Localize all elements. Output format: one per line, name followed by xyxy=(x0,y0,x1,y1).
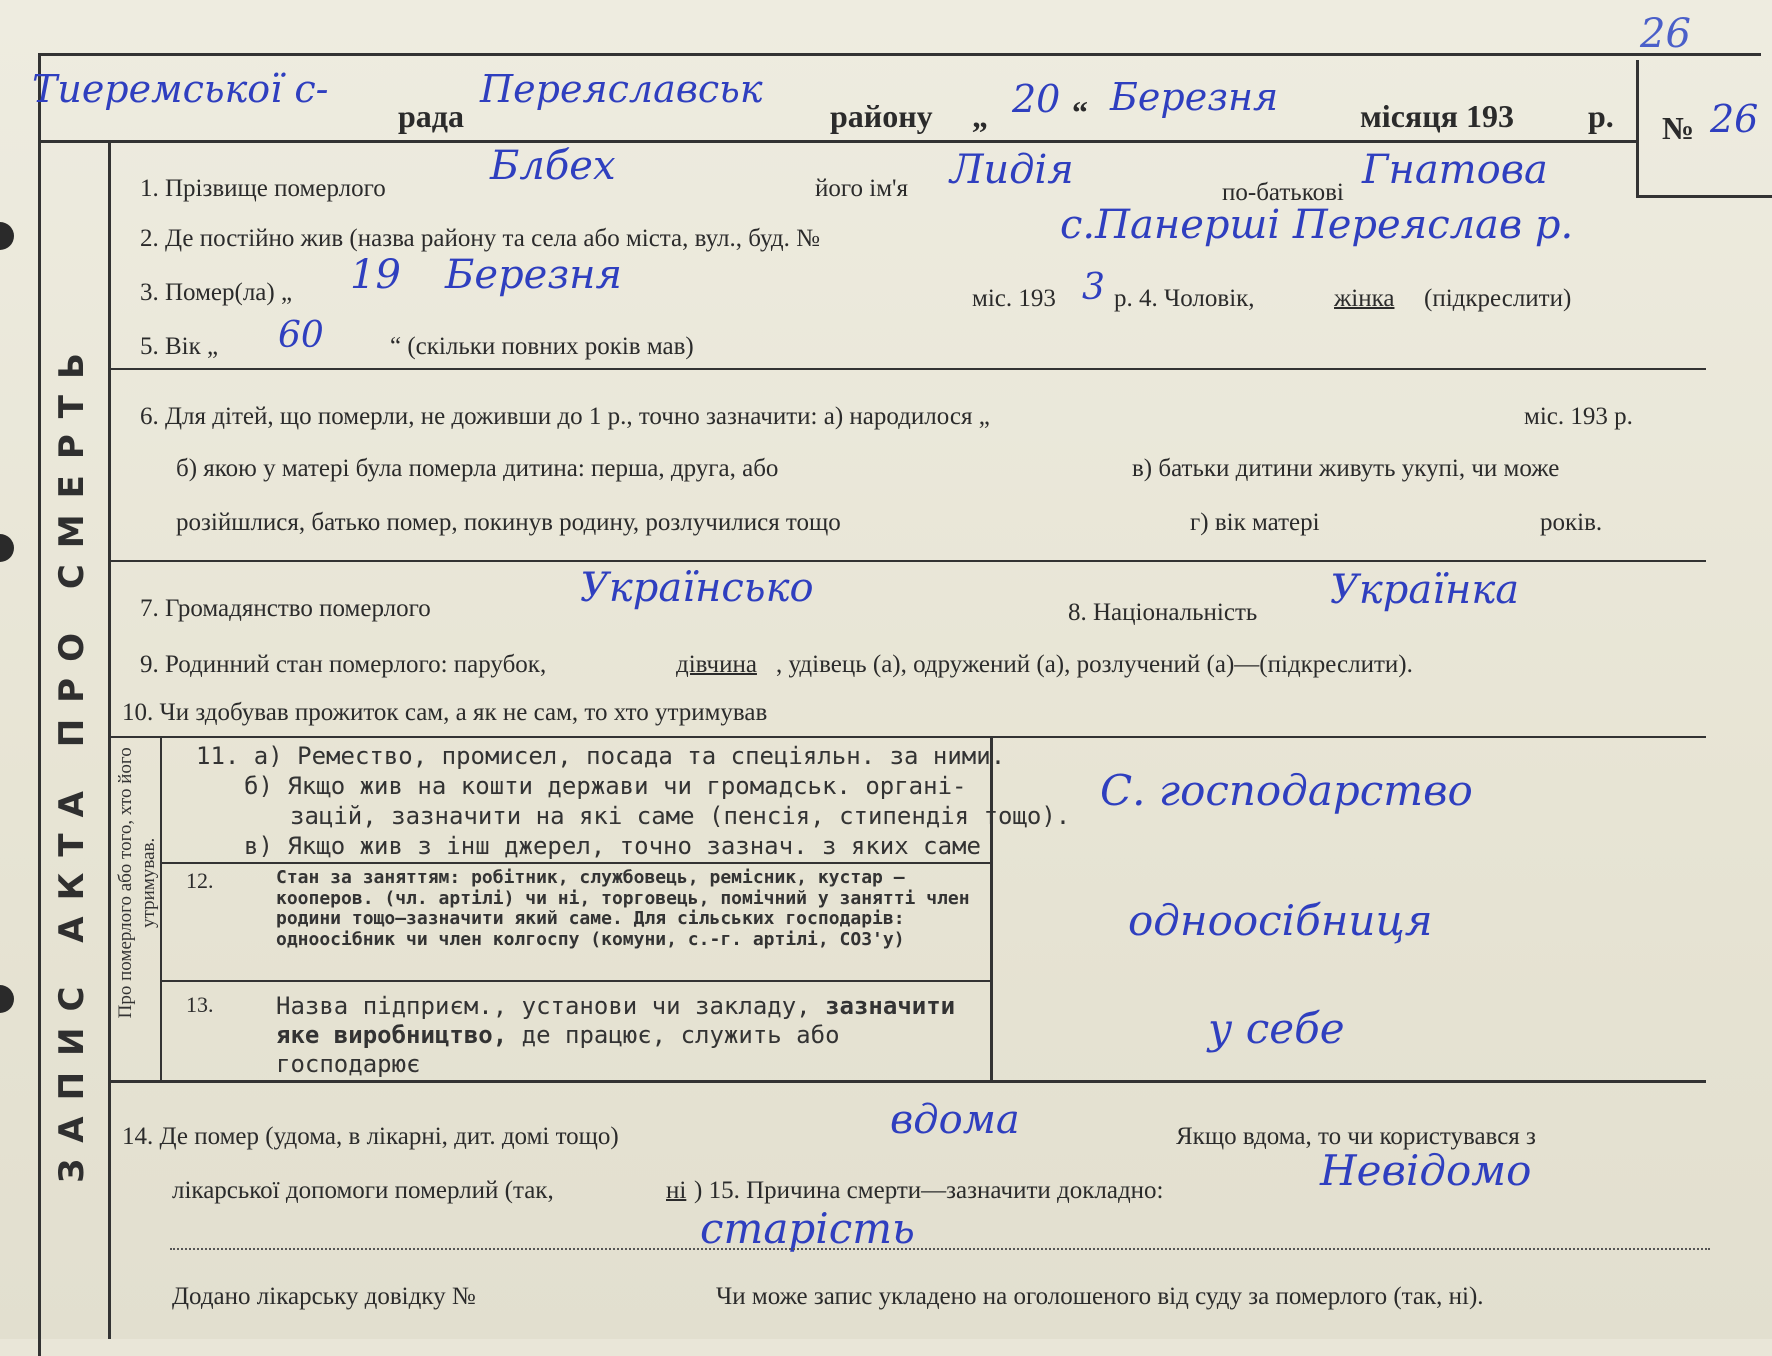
death-month: Березня xyxy=(445,252,622,298)
field-14-label: 14. Де помер (удома, в лікарні, дит. домі тощо) xyxy=(122,1123,619,1150)
field-5-label: 5. Вік „ xyxy=(140,333,219,360)
medical-help-no: ні xyxy=(666,1177,687,1204)
age-value: 60 xyxy=(278,315,324,356)
field-2-label: 2. Де постійно жив (назва району та села або міста, вул., буд. № xyxy=(140,225,820,252)
gender-tail: (підкреслити) xyxy=(1424,285,1572,312)
field-14-tail: Якщо вдома, то чи користувався з xyxy=(1176,1123,1536,1150)
residence-value: с.Панерші Переяслав р. xyxy=(1060,202,1574,248)
cause-value-2: старість xyxy=(700,1204,915,1253)
record-number: 26 xyxy=(1710,97,1759,141)
field-12-num: 12. xyxy=(186,868,214,893)
field-9-tail: , удівець (а), одружений (а), розлучений (а)—(підкреслити). xyxy=(776,651,1413,678)
death-month-label: міс. 193 xyxy=(972,285,1056,312)
name-label: його ім'я xyxy=(815,175,909,202)
workplace-value: у себе xyxy=(1208,1004,1345,1053)
last-line-a: Додано лікарську довідку № xyxy=(172,1283,476,1310)
field-8-label: 8. Національність xyxy=(1068,599,1258,626)
field-6-line3-tail: років. xyxy=(1540,509,1603,536)
side-note: Про померлого або того, хто його утримував. xyxy=(115,747,159,1019)
surname-value: Блбех xyxy=(490,143,616,189)
field-7-label: 7. Громадянство померлого xyxy=(140,595,431,622)
month-label: місяця 193 xyxy=(1360,98,1514,134)
field-6-line2: б) якою у матері була померла дитина: перша, друга, або xyxy=(176,455,779,482)
field-11a: 11. а) Ремество, промисел, посада та спеціяльн. за ними. xyxy=(196,742,1006,770)
last-line-b: Чи може запис укладено на оголошеного від суду за померлого (так, ні). xyxy=(716,1283,1484,1310)
name-value: Лидія xyxy=(950,147,1074,193)
cause-value: Невідомо xyxy=(1320,1146,1532,1195)
gender-female: жінка xyxy=(1334,285,1395,312)
field-3-label: 3. Помер(ла) „ xyxy=(140,279,293,306)
field-12-text: Стан за заняттям: робітник, службовець, ремісник, кустар — кооперов. (чл. артілі) чи ні, торговець, помічний у занятті член родини тощо—зазначити який саме. Для сільських господарів: одноосібник чи член колгоспу (комуни, с.-г. артілі, СОЗ'у) xyxy=(276,867,970,951)
citizenship-value: Українсько xyxy=(580,565,814,611)
punch-hole xyxy=(0,222,14,250)
district-name: Переяславськ xyxy=(480,67,763,111)
field-6-line1-tail: міс. 193 р. xyxy=(1524,403,1633,430)
field-11c: в) Якщо жив з інш джерел, точно зазнач. з яких саме xyxy=(244,832,981,860)
punch-hole xyxy=(0,534,14,562)
field-6-line3: розійшлися, батько помер, покинув родину, розлучилися тощо xyxy=(176,509,841,536)
quote-open: „ xyxy=(972,98,988,134)
field-6-line2-tail: в) батьки дитини живуть укупі, чи може xyxy=(1132,455,1560,482)
month-value: Березня xyxy=(1110,75,1279,119)
death-year: 3 xyxy=(1082,267,1105,308)
field-6-line1: 6. Для дітей, що померли, не доживши до 1 р., точно зазначити: а) народилося „ xyxy=(140,403,990,430)
quote-close: “ xyxy=(1072,94,1088,130)
status-value: одноосібниця xyxy=(1128,896,1433,945)
field-11b1: б) Якщо жив на кошти держави чи громадськ. органі- xyxy=(244,772,967,800)
death-place-value: вдома xyxy=(890,1097,1020,1143)
field-9-label: 9. Родинний стан померлого: парубок, xyxy=(140,651,547,678)
nationality-value: Українка xyxy=(1330,567,1520,613)
field-13-text: Назва підприєм., установи чи закладу, зазначити яке виробництво, де працює, служить або господарює xyxy=(276,992,956,1078)
record-number-label: № xyxy=(1662,110,1695,146)
sidebar-title: ЗАПИС АКТА ПРО СМЕРТЬ xyxy=(52,337,92,1183)
field-13-num: 13. xyxy=(186,992,214,1017)
field-6-line3-mid: г) вік матері xyxy=(1190,509,1320,536)
day-value: 20 xyxy=(1012,77,1061,121)
field-11b2: зацій, зазначити на які саме (пенсія, стипендія тощо). xyxy=(290,802,1071,830)
corner-number: 26 xyxy=(1640,11,1691,57)
marital-girl: дівчина xyxy=(676,651,757,678)
patronymic-value: Гнатова xyxy=(1362,147,1548,193)
gender-label: р. 4. Чоловік, xyxy=(1114,285,1255,312)
council-name: Тиеремської с- xyxy=(32,67,329,111)
patronymic-label: по-батькові xyxy=(1222,179,1344,206)
field-15-label: ) 15. Причина смерти—зазначити докладно: xyxy=(694,1177,1164,1204)
council-label: рада xyxy=(398,98,464,134)
district-label: району xyxy=(830,98,933,134)
field-1-label: 1. Прізвище померлого xyxy=(140,175,386,202)
field-14-line2: лікарської допомоги померлий (так, xyxy=(172,1177,554,1204)
year-suffix: р. xyxy=(1588,98,1614,134)
death-day: 19 xyxy=(350,252,401,298)
occupation-value: С. господарство xyxy=(1100,766,1473,815)
field-10-label: 10. Чи здобував прожиток сам, а як не сам, то хто утримував xyxy=(122,699,768,726)
age-tail: “ (скільки повних років мав) xyxy=(390,333,694,360)
punch-hole xyxy=(0,985,14,1013)
